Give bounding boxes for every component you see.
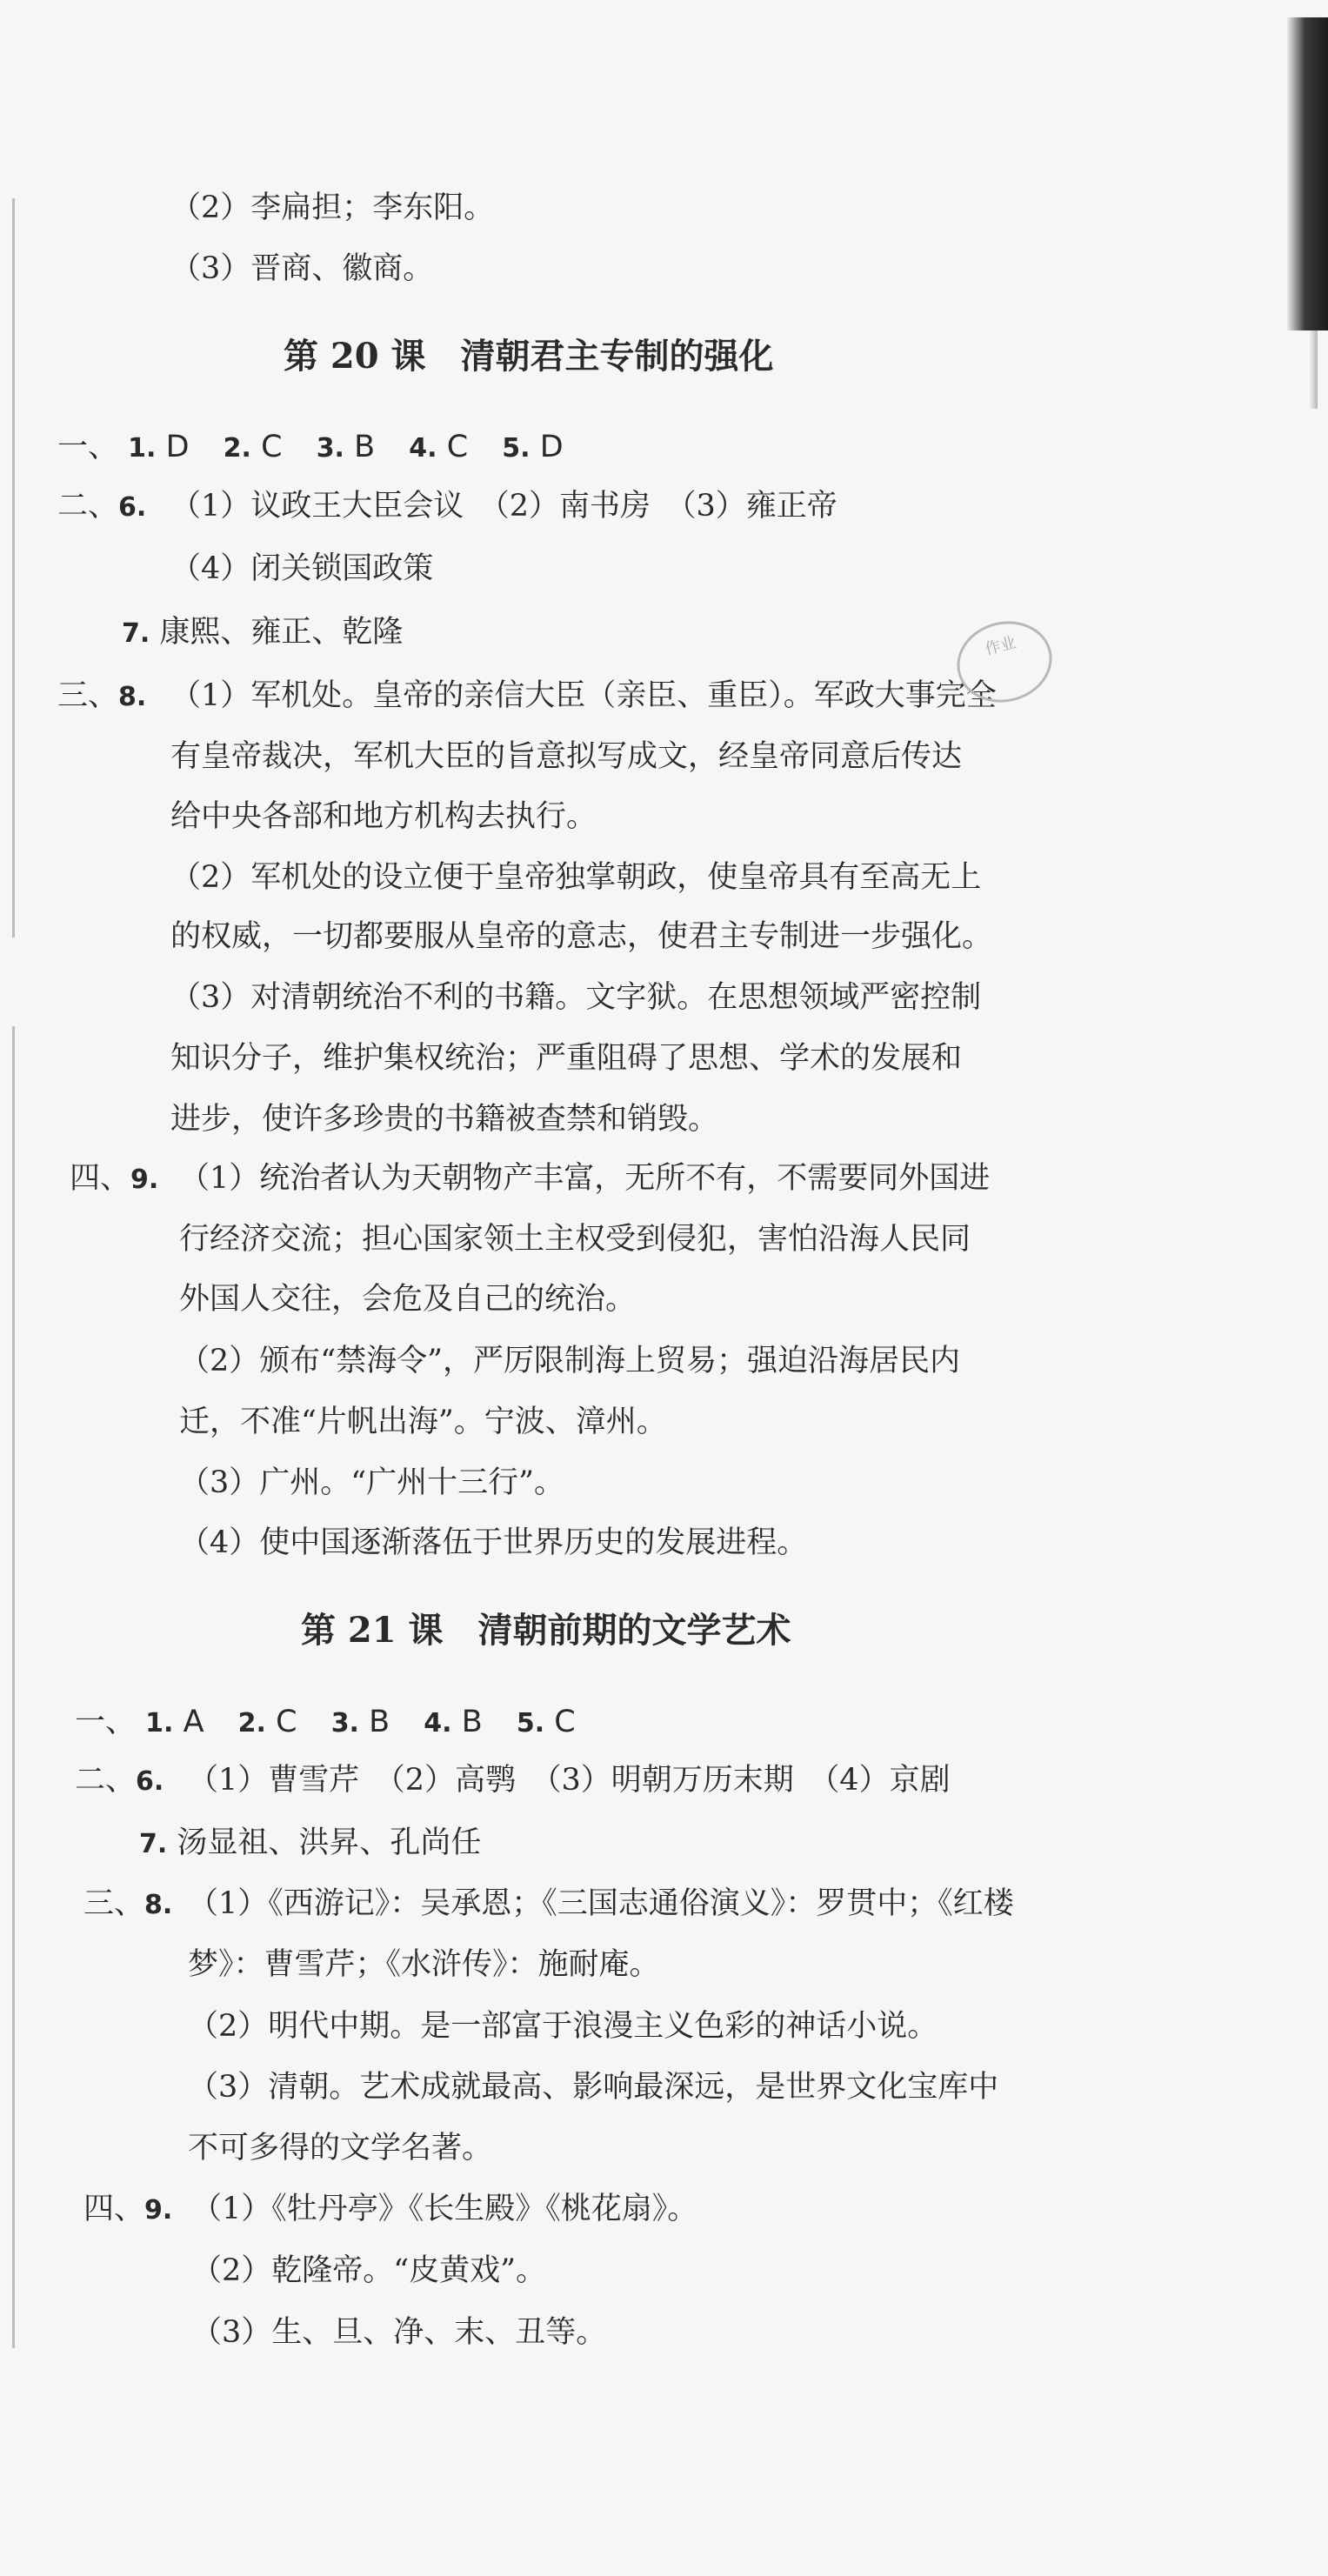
answer-line: 迁，不准“片帆出海”。宁波、漳州。: [179, 1405, 667, 1439]
question-number: 7.: [122, 618, 150, 649]
binding-shadow-lower: [1309, 330, 1318, 409]
answer-line: （2）军机处的设立便于皇帝独掌朝政，使皇帝具有至高无上: [170, 860, 982, 895]
answer-line: 进步，使许多珍贵的书籍被查禁和销毁。: [170, 1102, 719, 1137]
answer-line: （3）清朝。艺术成就最高、影响最深远，是世界文化宝库中: [188, 2070, 999, 2105]
answer-line: （2）乾隆帝。“皮黄戏”。: [191, 2253, 547, 2288]
answer-line: 的权威，一切都要服从皇帝的意志，使君主专制进一步强化。: [170, 919, 993, 954]
answer-line: 知识分子，维护集权统治；严重阻碍了思想、学术的发展和: [170, 1041, 963, 1076]
section-label: 二、: [75, 1763, 137, 1798]
answer-line: （3）广州。“广州十三行”。: [179, 1465, 565, 1500]
section-two-q7: [122, 617, 403, 648]
answer-line: （2）颁布“禁海令”，严厉限制海上贸易；强迫沿海居民内: [179, 1344, 961, 1378]
question-number: 4.: [409, 433, 437, 464]
answer-line: 不可多得的文学名著。: [188, 2131, 493, 2166]
margin-rule-upper: [12, 198, 15, 938]
stamp-text: 作业: [983, 633, 1018, 659]
section-one-answers: [75, 1707, 600, 1738]
choice-answer: B: [354, 430, 376, 464]
question-number: 1.: [128, 433, 157, 464]
answer-line: （1）军机处。皇帝的亲信大臣（亲臣、重臣）。军政大事完全: [170, 678, 997, 713]
question-number: 5.: [516, 1708, 545, 1738]
section-label: 三、: [83, 1886, 145, 1921]
choice-answer: B: [461, 1705, 483, 1739]
question-number: 2.: [223, 433, 251, 464]
margin-rule-lower: [12, 1026, 15, 2348]
answer-line: （1）《西游记》：吴承恩；《三国志通俗演义》：罗贯中；《红楼: [188, 1886, 1014, 1921]
answer-line: （1）统治者认为天朝物产丰富，无所不有，不需要同外国进: [179, 1161, 991, 1196]
answer-line: 外国人交往，会危及自己的统治。: [179, 1282, 637, 1317]
question-number: 1.: [145, 1708, 174, 1738]
question-number: 4.: [424, 1708, 452, 1738]
section-one-answers: [57, 432, 588, 463]
answer-line: （4）使中国逐渐落伍于世界历史的发展进程。: [179, 1525, 808, 1560]
prev-answer-line: （3）晋商、徽商。: [170, 251, 434, 286]
section-label: 一、: [75, 1705, 137, 1739]
choice-answer: D: [539, 430, 564, 464]
section-label: 三、: [57, 678, 119, 713]
question-number: 9.: [130, 1165, 159, 1195]
binding-shadow: [1286, 17, 1328, 330]
lesson-21-title: 第 21 课 清朝前期的文学艺术: [301, 1610, 791, 1651]
section-four-label: [83, 2194, 172, 2225]
answer-line: 行经济交流；担心国家领土主权受到侵犯，害怕沿海人民同: [179, 1222, 971, 1257]
choice-answer: C: [446, 430, 469, 464]
answer-line: （3）对清朝统治不利的书籍。文字狱。在思想领域严密控制: [170, 980, 982, 1015]
section-three-label: [83, 1886, 173, 1921]
answer-line: （4）闭关锁国政策: [170, 551, 434, 586]
section-two-q6: [75, 1765, 163, 1796]
question-number: 6.: [136, 1766, 164, 1797]
answer-line: （1）曹雪芹 （2）高鹗 （3）明朝万历末期 （4）京剧: [188, 1763, 951, 1798]
choice-answer: B: [369, 1705, 390, 1739]
section-two-q7: [139, 1825, 482, 1860]
answer-text: 汤显祖、洪昇、孔尚任: [177, 1825, 482, 1860]
section-label: 四、: [70, 1161, 131, 1196]
prev-answer-line: （2）李扁担；李东阳。: [170, 190, 495, 225]
answer-line: （1）《牡丹亭》《长生殿》《桃花扇》。: [191, 2192, 698, 2226]
question-number: 5.: [502, 433, 531, 464]
question-number: 8.: [118, 682, 147, 712]
choice-answer: D: [165, 430, 190, 464]
section-two-q6: [57, 491, 146, 522]
answer-text: 康熙、雍正、乾隆: [159, 615, 404, 650]
answer-line: 给中央各部和地方机构去执行。: [170, 799, 597, 834]
choice-answer: C: [276, 1705, 297, 1739]
answer-line: （2）明代中期。是一部富于浪漫主义色彩的神话小说。: [188, 2009, 938, 2044]
lesson-20-title: 第 20 课 清朝君主专制的强化: [284, 336, 774, 377]
answer-line: 有皇帝裁决，军机大臣的旨意拟写成文，经皇帝同意后传达: [170, 739, 963, 774]
question-number: 9.: [144, 2195, 173, 2226]
answer-line: （3）生、旦、净、末、丑等。: [191, 2315, 607, 2350]
section-label: 二、: [57, 489, 119, 524]
choice-answer: A: [183, 1705, 204, 1739]
question-number: 3.: [330, 1708, 359, 1738]
question-number: 2.: [237, 1708, 266, 1738]
question-number: 3.: [316, 433, 344, 464]
answer-line: 梦》：曹雪芹；《水浒传》：施耐庵。: [188, 1947, 660, 1982]
question-number: 8.: [144, 1890, 173, 1920]
section-label: 四、: [83, 2192, 145, 2226]
section-three-label: [57, 678, 147, 713]
section-label: 一、: [57, 430, 119, 464]
answer-line: （1）议政王大臣会议 （2）南书房 （3）雍正帝: [170, 489, 838, 524]
section-four-label: [70, 1161, 159, 1196]
choice-answer: C: [554, 1705, 576, 1739]
question-number: 6.: [118, 492, 147, 523]
question-number: 7.: [139, 1829, 168, 1859]
choice-answer: C: [261, 430, 283, 464]
